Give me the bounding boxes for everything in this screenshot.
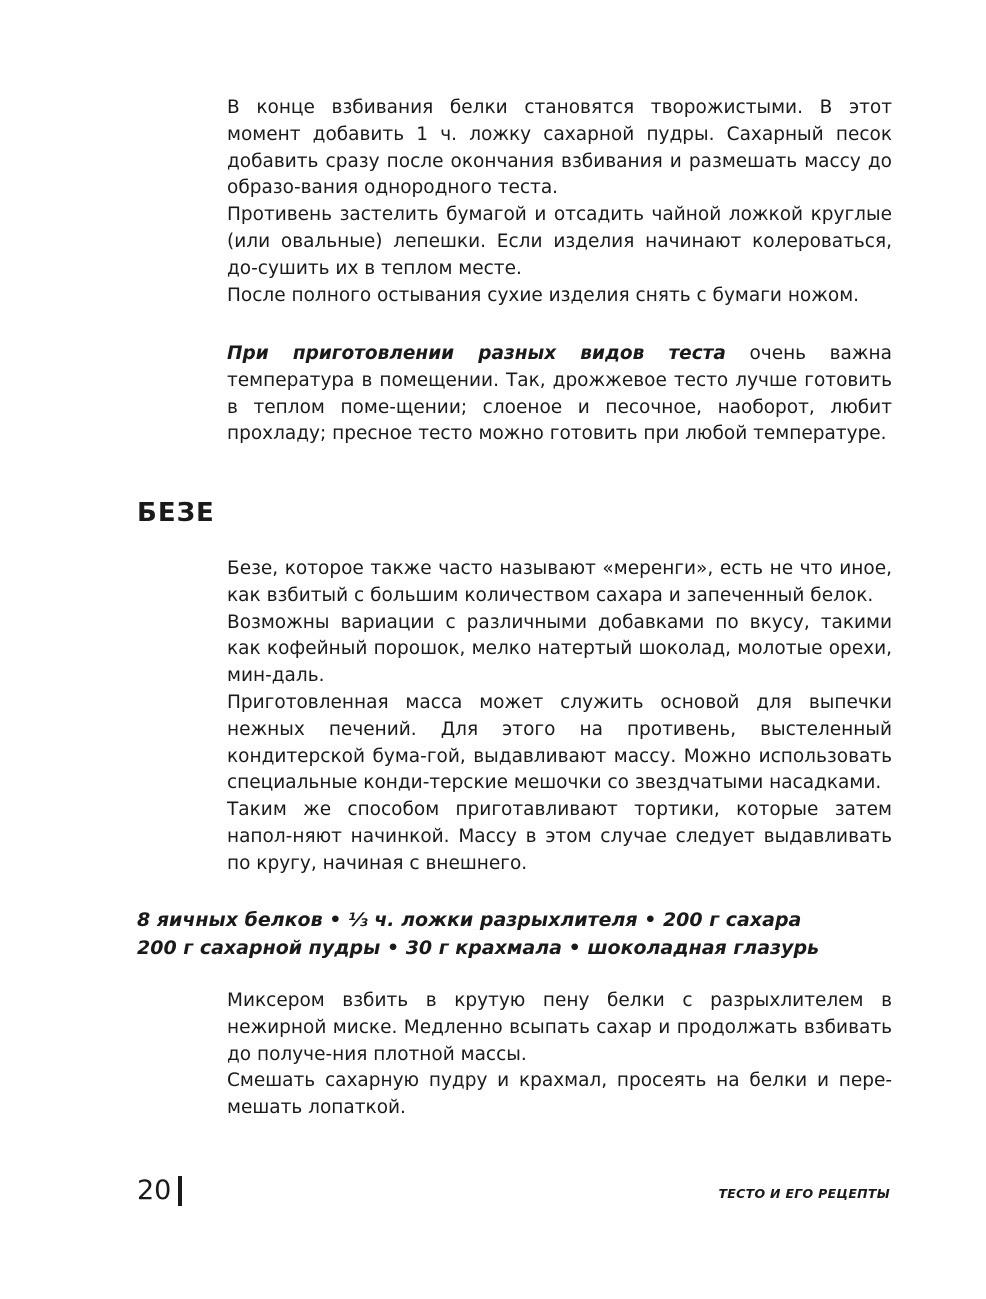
paragraph: Смешать сахарную пудру и крахмал, просеять на белки и пере-мешать лопаткой. bbox=[227, 1070, 892, 1119]
ingredients-list bbox=[137, 906, 897, 962]
method-text bbox=[227, 988, 892, 1122]
intro-text bbox=[227, 95, 892, 309]
paragraph: В конце взбивания белки становятся творожистыми. В этот момент добавить 1 ч. ложку сахарной пудры. Сахарный песок добавить сразу после окончания взбивания и размешать массу до образо-вания однородного теста. bbox=[227, 97, 892, 199]
paragraph: Таким же способом приготавливают тортики, которые затем напол-няют начинкой. Массу в этом случае следует выдавливать по кругу, начиная с внешнего. bbox=[227, 799, 892, 874]
ingredients-line: 8 яичных белков • ⅓ ч. ложки разрыхлителя • 200 г сахара bbox=[137, 909, 802, 931]
running-title: ТЕСТО И ЕГО РЕЦЕПТЫ bbox=[718, 1186, 890, 1201]
ingredients-line: 200 г сахарной пудры • 30 г крахмала • шоколадная глазурь bbox=[137, 937, 820, 959]
tip-block bbox=[227, 341, 892, 448]
paragraph: Миксером взбить в крутую пену белки с разрыхлителем в нежирной миске. Медленно всыпать сахар и продолжать взбивать до получе-ния плотной массы. bbox=[227, 990, 892, 1065]
paragraph: Приготовленная масса может служить основой для выпечки нежных печений. Для этого на противень, выстеленный кондитерской бума-гой, выдавливают массу. Можно использовать специальные конди-терские мешочки со звездчатыми насадками. bbox=[227, 691, 892, 794]
paragraph: Противень застелить бумагой и отсадить чайной ложкой круглые (или овальные) лепешки. Если изделия начинают колероваться, до-сушить их в теплом месте. bbox=[227, 204, 892, 279]
paragraph: Возможны вариации с различными добавками по вкусу, такими как кофейный порошок, мелко натертый шоколад, молотые орехи, мин-даль. bbox=[227, 611, 892, 687]
paragraph: После полного остывания сухие изделия снять с бумаги ножом. bbox=[227, 284, 860, 306]
footer-divider bbox=[178, 1176, 182, 1206]
paragraph: Безе, которое также часто называют «меренги», есть не что иное, как взбитый с большим количеством сахара и запеченный белок. bbox=[227, 558, 892, 606]
section-text bbox=[227, 556, 892, 878]
section-title: БЕЗЕ bbox=[137, 498, 215, 528]
tip-text: очень важна температура в помещении. Так, дрожжевое тесто лучше готовить в теплом поме-щении; слоеное и песочное, наоборот, любит прохладу; пресное тесто можно готовить при любой температуре. bbox=[227, 343, 892, 445]
tip-lead-in: При приготовлении разных видов теста bbox=[227, 343, 726, 364]
tip-paragraph bbox=[227, 341, 892, 448]
page-number: 20 bbox=[137, 1175, 172, 1206]
